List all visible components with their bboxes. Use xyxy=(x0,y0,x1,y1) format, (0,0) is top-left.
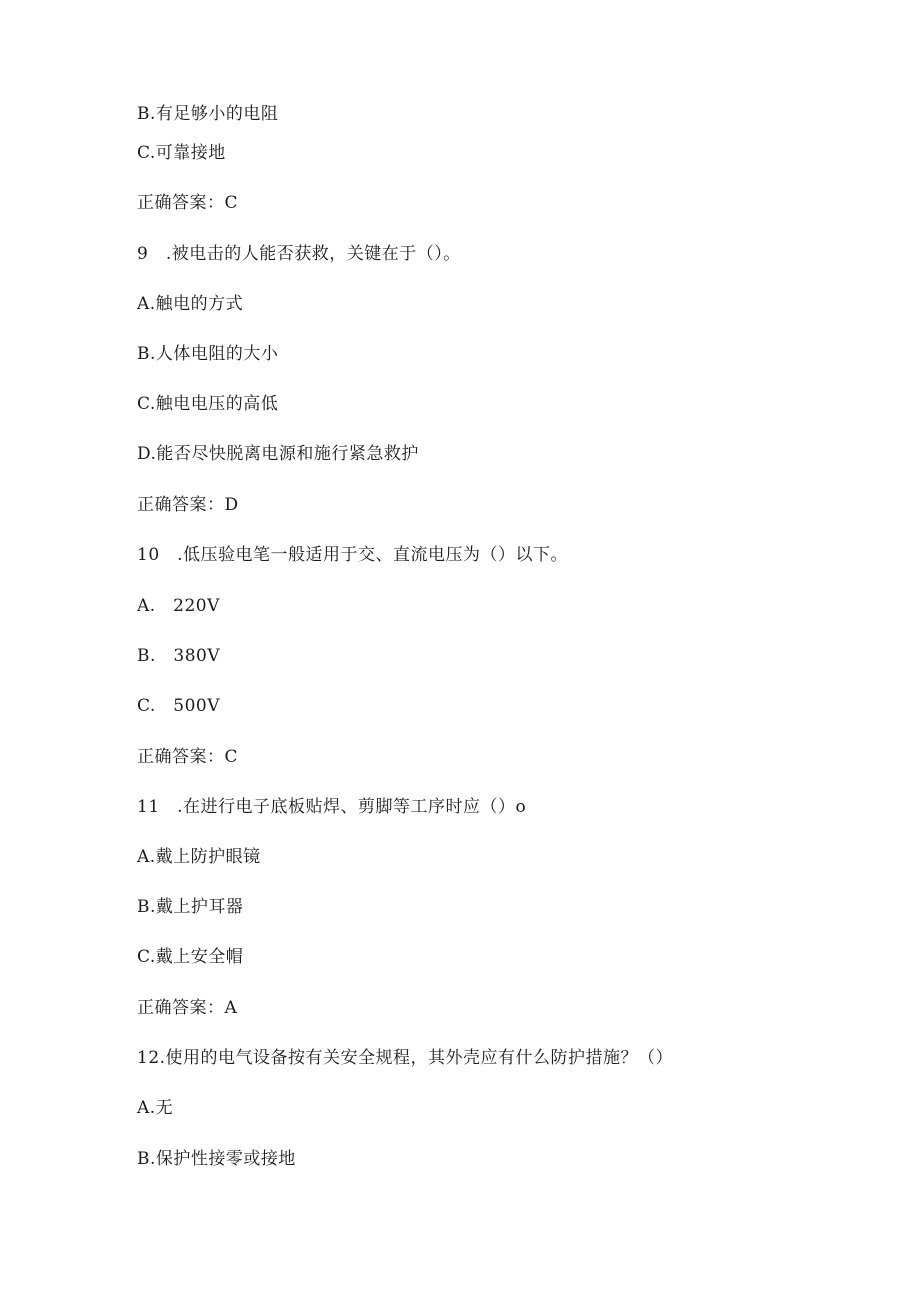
q10-answer: 正确答案：C xyxy=(137,747,239,767)
q11-option-a: A.戴上防护眼镜 xyxy=(137,847,261,867)
q8-answer: 正确答案：C xyxy=(137,193,239,213)
q9-answer: 正确答案：D xyxy=(137,495,239,515)
q11-question: 11 .在进行电子底板贴焊、剪脚等工序时应（）o xyxy=(137,797,527,817)
q10-question: 10 .低压验电笔一般适用于交、直流电压为（）以下。 xyxy=(137,545,569,565)
q9-option-c: C.触电电压的高低 xyxy=(137,394,279,414)
q11-option-c: C.戴上安全帽 xyxy=(137,947,244,967)
q10-option-b: B. 380V xyxy=(137,646,221,666)
q9-option-a: A.触电的方式 xyxy=(137,294,244,314)
q12-option-b: B.保护性接零或接地 xyxy=(137,1149,296,1169)
q12-option-a: A.无 xyxy=(137,1098,174,1118)
q8-option-b: B.有足够小的电阻 xyxy=(137,104,279,124)
q10-option-c: C. 500V xyxy=(137,696,221,716)
q10-option-a: A. 220V xyxy=(137,596,220,616)
q12-question: 12.使用的电气设备按有关安全规程，其外壳应有什么防护措施？（） xyxy=(137,1048,674,1068)
q9-option-b: B.人体电阻的大小 xyxy=(137,344,279,364)
q11-answer: 正确答案：A xyxy=(137,998,238,1018)
q8-option-c: C.可靠接地 xyxy=(137,143,226,163)
q11-option-b: B.戴上护耳器 xyxy=(137,897,244,917)
q9-question: 9 .被电击的人能否获救，关键在于（）。 xyxy=(137,244,461,264)
q9-option-d: D.能否尽快脱离电源和施行紧急救护 xyxy=(137,444,419,464)
